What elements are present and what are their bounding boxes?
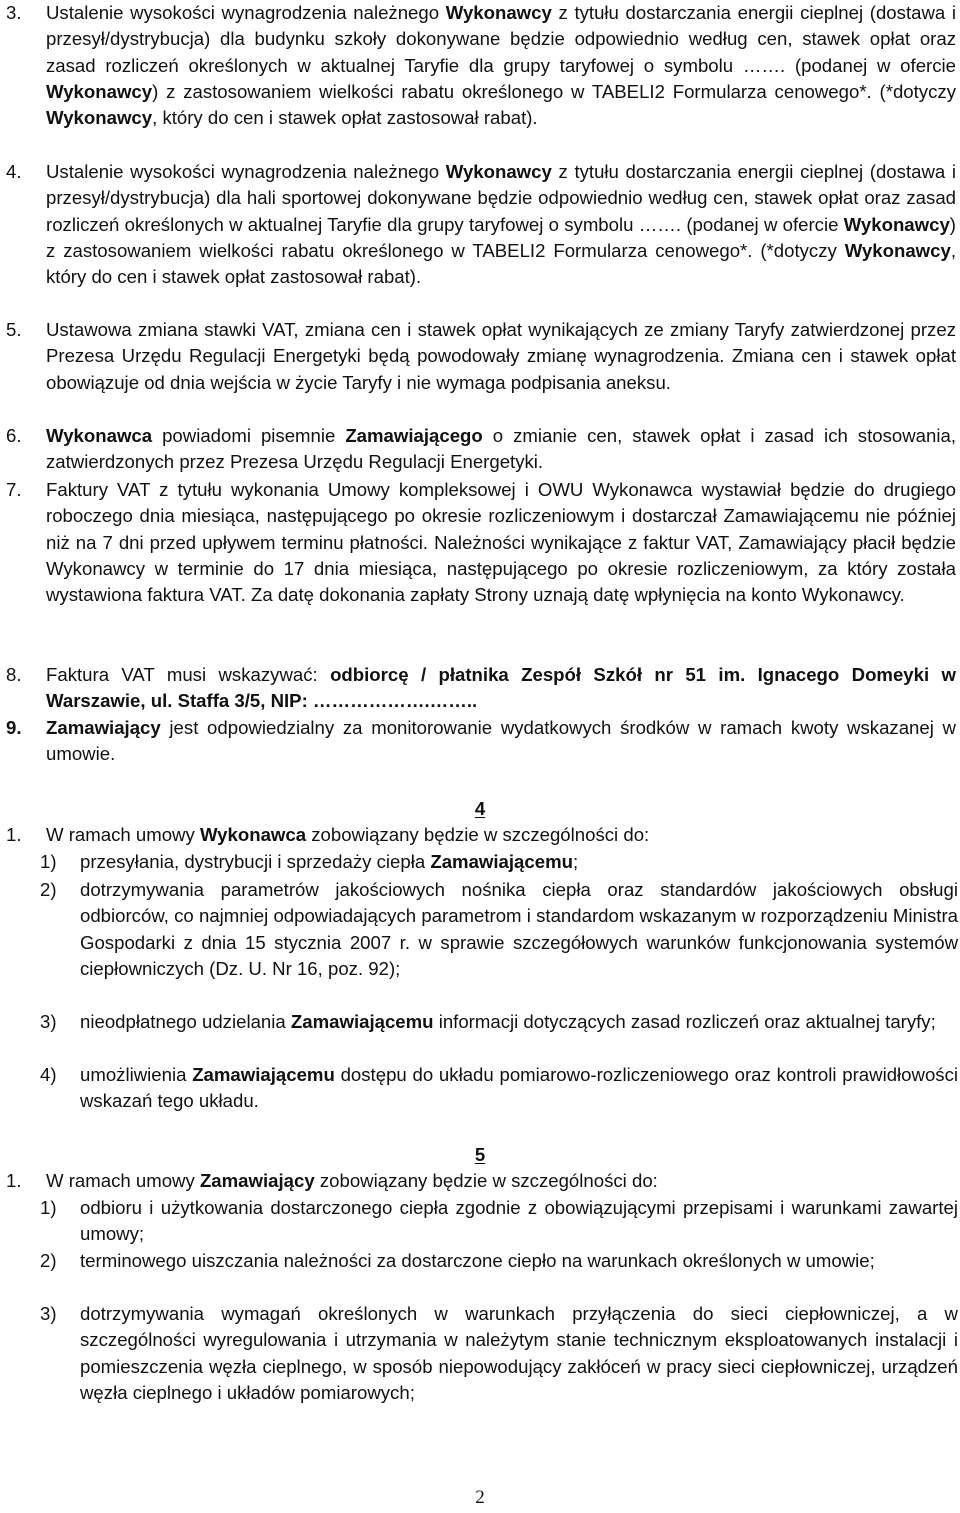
text-run: Ustawowa zmiana stawki VAT, zmiana cen i stawek opłat wynikających ze zmiany Taryfy zatwierdzonej przez Prezesa Urzędu Regulacji Energetyki będą powodowały zmianę wynagrodzenia. Zmiana cen i stawek opłat obowiązuje od dnia wejścia w życie Taryfy i nie wymaga podpisania aneksu. [46, 319, 956, 393]
text-run: Ustalenie wysokości wynagrodzenia należnego [46, 2, 446, 23]
bold-text: Wykonawcy [843, 213, 950, 235]
text-run: o zmianie cen, stawek opłat i zasad ich stosowania, zatwierdzonych przez Prezesa Urzędu Regulacji Energetyki. [46, 425, 956, 473]
text-run: jest odpowiedzialny za monitorowanie wydatkowych środków w ramach kwoty wskazanej w umowie. [46, 717, 956, 765]
section-heading [0, 1142, 960, 1168]
point-text [80, 849, 958, 875]
clause-number: 3. [6, 2, 22, 23]
text-run: , który do cen i stawek opłat zastosował rabat). [46, 239, 956, 288]
text-run: Faktura VAT musi wskazywać: [46, 664, 331, 685]
bold-text: Zamawiającemu [192, 1064, 335, 1085]
clause-text [46, 423, 956, 476]
point-number: 1) [40, 1197, 57, 1218]
clause-text [46, 662, 956, 715]
clause-number: 9. [6, 717, 22, 738]
clause-number: 1. [6, 824, 22, 845]
point-text [80, 1062, 958, 1115]
point-number: 2) [40, 1250, 57, 1271]
text-run: zobowiązany będzie w szczególności do: [314, 1170, 658, 1191]
clause-4 [6, 159, 956, 290]
text-run: ; [572, 851, 579, 872]
point-number: 1) [40, 851, 57, 872]
text-run: nieodpłatnego udzielania [80, 1011, 291, 1032]
bold-text: Zamawiającego [345, 425, 483, 446]
text-run: odbioru i użytkowania dostarczonego ciepła zgodnie z obowiązującymi przepisami i warunkami zawartej umowy; [80, 1197, 958, 1245]
section-4-point-1 [0, 849, 958, 875]
section-5-point-3 [0, 1301, 958, 1406]
clause-number: 6. [6, 425, 22, 446]
clause-number: 5. [6, 319, 22, 340]
clause-number: 8. [6, 664, 22, 685]
clause-3 [6, 0, 956, 131]
clause-number: 7. [6, 479, 22, 500]
page-number: 2 [475, 1487, 485, 1508]
bold-text: Wykonawcy [46, 107, 153, 129]
clause-8 [6, 662, 956, 715]
clause-5 [6, 317, 956, 396]
text-run: umożliwienia [80, 1064, 193, 1085]
clause-6 [6, 423, 956, 476]
clause-text [46, 477, 956, 608]
bold-text: Zamawiający [199, 1170, 315, 1191]
text-run: powiadomi pisemnie [152, 425, 346, 446]
point-text [80, 1301, 958, 1406]
section-number: 5 [474, 1144, 486, 1165]
point-number: 4) [40, 1064, 57, 1085]
text-run: z tytułu dostarczania energii cieplnej (dostawa i przesył/dystrybucja) dla budynku szkoły dokonywane będzie odpowiednio według cen, stawek opłat oraz zasad rozliczeń określonych w aktualnej Taryfie dla grupy taryfowej o symbolu ……. (podanej w ofercie [46, 2, 956, 76]
clause-text [46, 1168, 956, 1194]
point-text [80, 1248, 958, 1274]
section-4-point-4 [0, 1062, 958, 1115]
text-run: z tytułu dostarczania energii cieplnej (dostawa i przesył/dystrybucja) dla hali sportowej dokonywane będzie odpowiednio według cen, stawek opłat oraz zasad rozliczeń określonych w aktualnej Taryfie dla grupy taryfowej o symbolu ……. (podanej w ofercie [46, 161, 956, 235]
bold-text: Wykonawcy [445, 161, 552, 182]
point-number: 3) [40, 1011, 57, 1032]
bold-text: Zamawiającemu [290, 1011, 434, 1032]
clause-7 [6, 477, 956, 608]
text-run: ) z zastosowaniem wielkości rabatu określonego w TABELI2 Formularza cenowego*. (*dotyczy [152, 80, 956, 102]
clause-text [46, 159, 956, 290]
text-run: Faktury VAT z tytułu wykonania Umowy kompleksowej i OWU Wykonawca wystawiał będzie do drugiego roboczego dnia miesiąca, następującego po okresie rozliczeniowym i dostarczał Zamawiającemu nie później niż na 7 dni przed upływem terminu płatności. Należności wynikające z faktur VAT, Zamawiający płacił będzie Wykonawcy w terminie do 17 dnia miesiąca, następującego po okresie rozliczeniowym, za który została wystawiona faktura VAT. Za datę dokonania zapłaty Strony uznają datę wpłynięcia na konto Wykonawcy. [46, 479, 956, 606]
bold-text: Wykonawcy [445, 2, 552, 23]
bold-text: odbiorcę / płatnika Zespół Szkół nr 51 im. Ignacego Domeyki w Warszawie, ul. Staffa 3/5, NIP: ……………….…….. [46, 664, 956, 712]
section-4-point-2 [0, 877, 958, 982]
section-5-point-1 [0, 1195, 958, 1248]
text-run: zobowiązany będzie w szczególności do: [306, 824, 650, 845]
text-run: W ramach umowy [46, 824, 200, 845]
bold-text: Wykonawcy [844, 239, 951, 261]
clause-text [46, 0, 956, 131]
clause-text [46, 822, 956, 848]
text-run: dotrzymywania parametrów jakościowych nośnika ciepła oraz standardów jakościowych obsługi odbiorców, co najmniej odpowiadających parametrom i standardom wskazanym w rozporządzeniu Ministra Gospodarki z dnia 15 stycznia 2007 r. w sprawie szczegółowych warunków funkcjonowania systemów ciepłowniczych (Dz. U. Nr 16, poz. 92); [80, 879, 958, 979]
text-run: ) z zastosowaniem wielkości rabatu określonego w TABELI2 Formularza cenowego*. (*dotyczy [46, 213, 956, 261]
section-heading [0, 796, 960, 822]
text-run: dotrzymywania wymagań określonych w warunkach przyłączenia do sieci ciepłowniczej, a w szczególności wyregulowania i utrzymania w należytym stanie technicznym eksploatowanych instalacji i pomieszczenia węzła cieplnego, w sposób niepowodujący zakłóceń w pracy sieci ciepłowniczej, urządzeń węzła cieplnego i układów pomiarowych; [80, 1303, 958, 1403]
clause-text [46, 317, 956, 396]
section-4-point-3 [0, 1009, 958, 1035]
text-run: przesyłania, dystrybucji i sprzedaży ciepła [80, 851, 431, 872]
point-number: 2) [40, 879, 57, 900]
text-run: terminowego uiszczania należności za dostarczone ciepło na warunkach określonych w umowie; [80, 1250, 875, 1271]
bold-text: Zamawiającemu [430, 851, 573, 872]
bold-text: Wykonawcy [46, 80, 153, 102]
point-text [80, 877, 958, 982]
clause-9 [6, 715, 956, 768]
text-run: Ustalenie wysokości wynagrodzenia należnego [46, 161, 446, 182]
bold-text: Wykonawca [46, 425, 153, 446]
bold-text: Zamawiający [46, 717, 161, 738]
clause-number: 4. [6, 161, 22, 182]
bold-text: Wykonawca [199, 824, 307, 845]
section-4-intro [6, 822, 956, 848]
text-run: dostępu do układu pomiarowo-rozliczeniowego oraz kontroli prawidłowości wskazań tego układu. [80, 1064, 959, 1112]
section-number: 4 [474, 798, 486, 819]
text-run: informacji dotyczących zasad rozliczeń oraz aktualnej taryfy; [433, 1011, 936, 1032]
section-5-point-2 [0, 1248, 958, 1274]
text-run: W ramach umowy [46, 1170, 200, 1191]
point-text [80, 1195, 958, 1248]
point-text [80, 1009, 958, 1035]
clause-number: 1. [6, 1170, 22, 1191]
section-5-intro [6, 1168, 956, 1194]
point-number: 3) [40, 1303, 57, 1324]
clause-text [46, 715, 956, 768]
text-run: , który do cen i stawek opłat zastosował rabat). [152, 107, 538, 129]
